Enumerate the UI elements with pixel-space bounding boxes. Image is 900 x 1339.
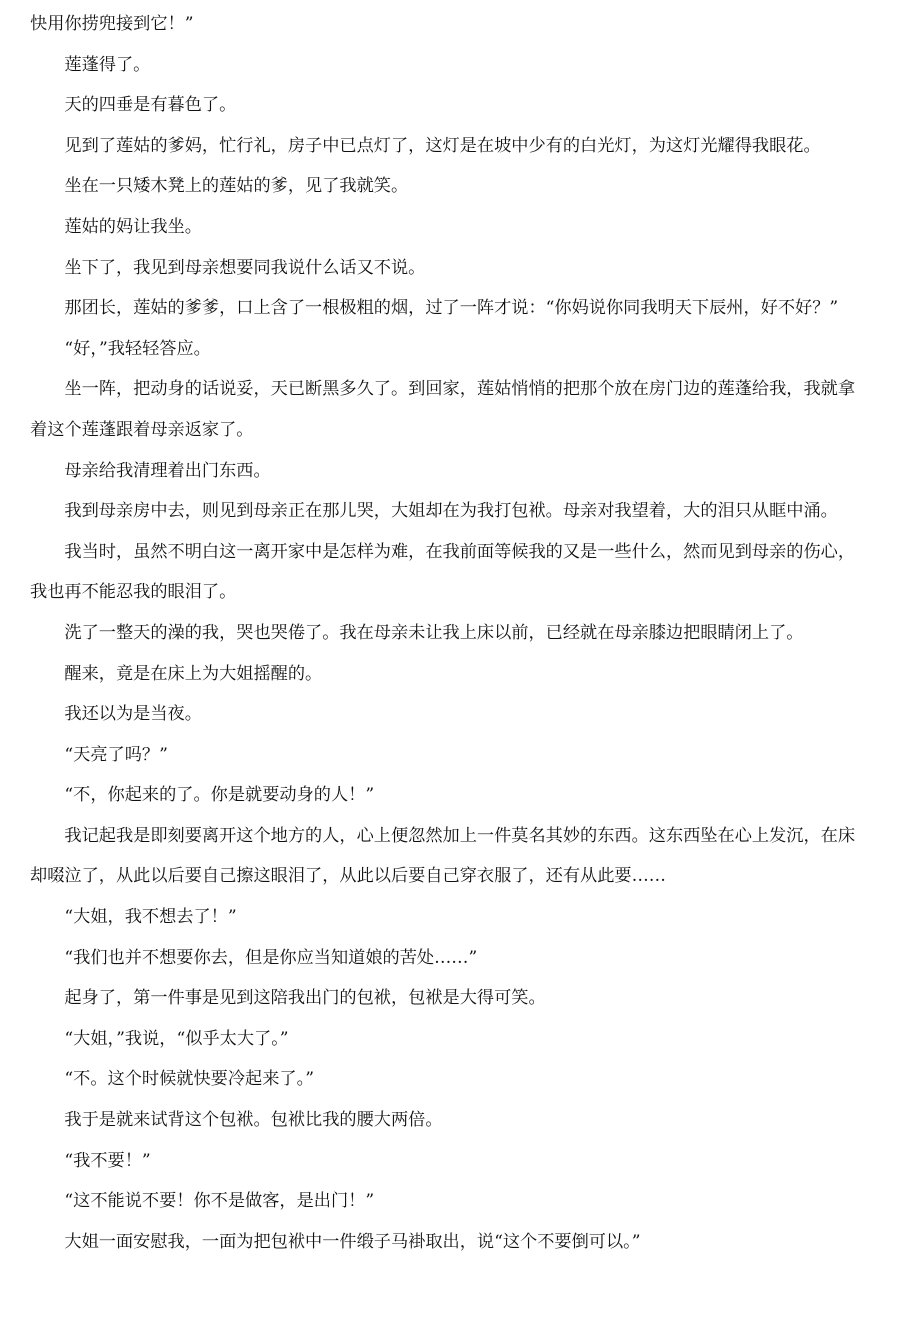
paragraph: 我还以为是当夜。 [64,704,202,725]
paragraph: 莲姑的妈让我坐。 [64,216,202,237]
paragraph: 我记起我是即刻要离开这个地方的人，心上便忽然加上一件莫名其妙的东西。这东西坠在心上发沉，在床却啜泣了，从此以后要自己擦这眼泪了，从此以后要自己穿衣服了，还有从此要…… [30,825,856,887]
paragraph: “天亮了吗？” [64,744,168,765]
paragraph: “大姐，我不想去了！” [64,907,237,928]
paragraph: “我不要！” [64,1150,151,1171]
paragraph: “大姐，”我说，“似乎太大了。” [64,1028,289,1049]
paragraph: 我到母亲房中去，则见到母亲正在那儿哭，大姐却在为我打包袱。母亲对我望着，大的泪只从眶中涌。 [64,501,838,522]
paragraph: 洗了一整天的澡的我，哭也哭倦了。我在母亲未让我上床以前，已经就在母亲膝边把眼睛闭上了。 [64,622,804,643]
paragraph: 醒来，竟是在床上为大姐摇醒的。 [64,663,323,684]
paragraph: 坐一阵，把动身的话说妥，天已断黑多久了。到回家，莲姑悄悄的把那个放在房门边的莲蓬给我，我就拿着这个莲蓬跟着母亲返家了。 [30,379,856,440]
paragraph: 见到了莲姑的爹妈，忙行礼，房子中已点灯了，这灯是在坡中少有的白光灯，为这灯光耀得我眼花。 [64,135,821,156]
paragraph: “不。这个时候就快要冷起来了。” [64,1069,314,1090]
paragraph: 大姐一面安慰我，一面为把包袱中一件缎子马褂取出，说“这个不要倒可以。” [64,1231,641,1252]
paragraph: 母亲给我清理着出门东西。 [64,460,271,481]
text-body [30,4,870,1262]
paragraph: “我们也并不想要你去，但是你应当知道娘的苦处……” [64,947,478,968]
paragraph: 那团长，莲姑的爹爹，口上含了一根极粗的烟，过了一阵才说：“你妈说你同我明天下辰州，好不好？” [64,298,839,319]
paragraph: 我于是就来试背这个包袱。包袱比我的腰大两倍。 [64,1110,443,1131]
paragraph: 快用你捞兜接到它！” [30,14,194,34]
paragraph: 起身了，第一件事是见到这陪我出门的包袱，包袱是大得可笑。 [64,988,546,1009]
paragraph: “不，你起来的了。你是就要动身的人！” [64,785,375,806]
paragraph: “好，”我轻轻答应。 [64,338,211,359]
paragraph: 莲蓬得了。 [64,54,151,75]
paragraph: “这不能说不要！你不是做客，是出门！” [64,1191,375,1212]
paragraph: 坐在一只矮木凳上的莲姑的爹，见了我就笑。 [64,176,409,197]
paragraph: 我当时，虽然不明白这一离开家中是怎样为难，在我前面等候我的又是一些什么，然而见到母亲的伤心，我也再不能忍我的眼泪了。 [30,541,856,603]
paragraph: 坐下了，我见到母亲想要同我说什么话又不说。 [64,257,426,278]
paragraph: 天的四垂是有暮色了。 [64,95,237,116]
